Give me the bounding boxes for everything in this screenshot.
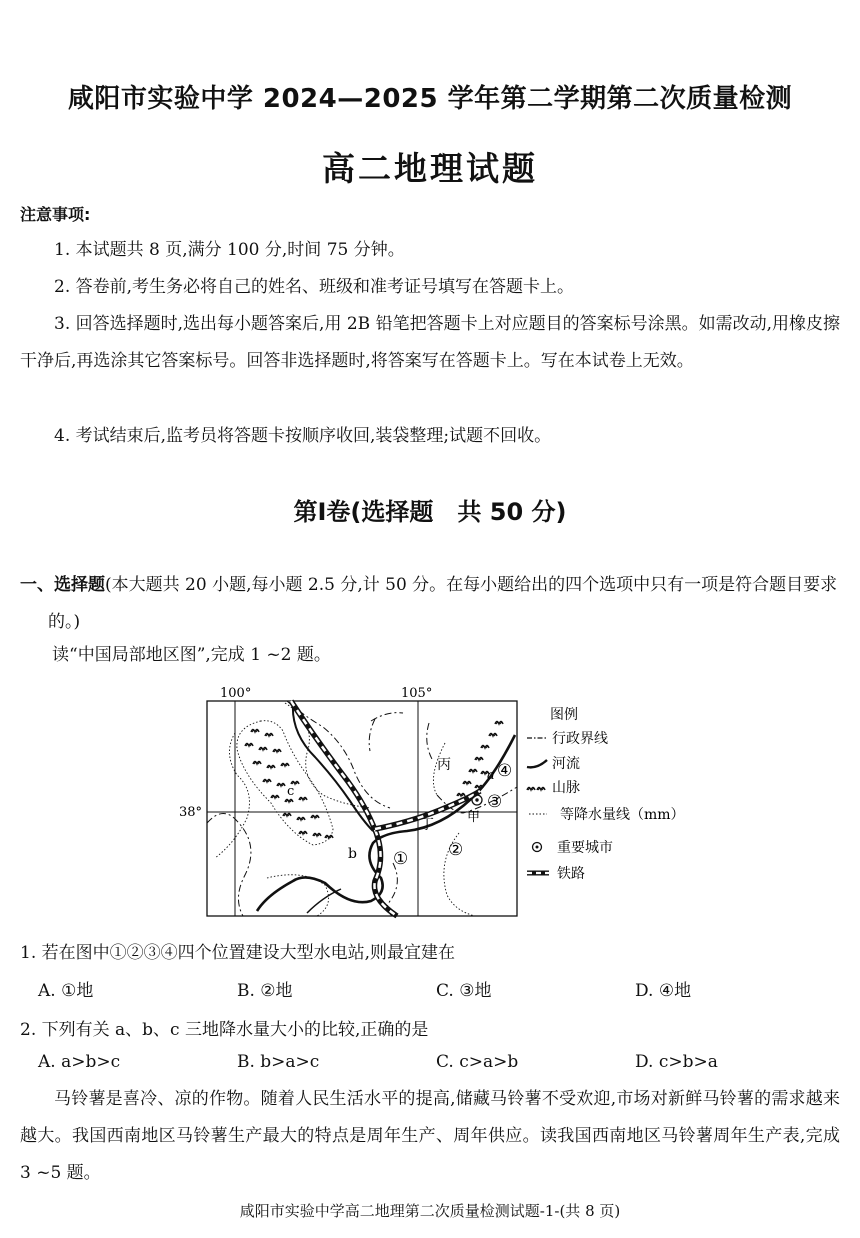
q2-option-a: A. a>b>c	[38, 1052, 121, 1072]
q2-option-d: D. c>b>a	[635, 1052, 718, 1072]
paper-title: 高二地理试题	[322, 149, 538, 188]
china-regional-map	[175, 683, 720, 920]
question-1-stem: 1. 若在图中①②③④四个位置建设大型水电站,则最宜建在	[20, 943, 456, 963]
legend-label-isoline: 等降水量线（mm）	[560, 807, 685, 823]
label-b: b	[348, 846, 357, 862]
part1-label: 一、选择题	[20, 575, 105, 595]
notice-item: 4. 考试结束后,监考员将答题卡按顺序收回,装袋整理;试题不回收。	[54, 426, 552, 446]
part1-heading	[20, 567, 840, 641]
mountains-east	[457, 722, 503, 797]
legend-title: 图例	[550, 707, 578, 723]
potato-passage: 马铃薯是喜冷、凉的作物。随着人民生活水平的提高,储藏马铃薯不受欢迎,市场对新鲜马铃薯的需求越来越大。我国西南地区马铃薯生产最大的特点是周年生产、周年供应。读我国西南地区马铃薯周年生产表,完成 3 ~5 题。	[20, 1089, 840, 1183]
legend-label-city: 重要城市	[557, 840, 613, 856]
section-title: 第Ⅰ卷(选择题 共 50 分)	[293, 498, 567, 526]
map-legend	[527, 707, 685, 882]
lat-label-38: 38°	[179, 805, 203, 820]
label-bing: 丙	[437, 757, 451, 773]
q1-option-a: A. ①地	[38, 981, 94, 1001]
site-marker-1: ①	[393, 849, 409, 869]
city-circle-icon	[533, 843, 542, 852]
q2-option-c: C. c>a>b	[436, 1052, 519, 1072]
school-title: 咸阳市实验中学 2024—2025 学年第二学期第二次质量检测	[67, 84, 793, 114]
site-marker-3: ③	[487, 792, 503, 812]
q1-option-b: B. ②地	[237, 981, 293, 1001]
legend-label-river: 河流	[552, 756, 580, 772]
river-line-icon	[527, 760, 547, 767]
q1-option-d: D. ④地	[635, 981, 692, 1001]
site-marker-2: ②	[448, 840, 464, 860]
city-marker	[472, 795, 482, 805]
legend-label-mountain: 山脉	[552, 780, 580, 796]
label-c: c	[287, 784, 295, 799]
lon-label-105: 105°	[401, 686, 433, 701]
q1-option-c: C. ③地	[436, 981, 492, 1001]
read-instruction: 读“中国局部地区图”,完成 1 ~2 题。	[52, 645, 331, 665]
q2-option-b: B. b>a>c	[237, 1052, 320, 1072]
label-jia: 甲	[467, 810, 481, 825]
lon-label-100: 100°	[220, 686, 252, 701]
site-marker-4: ④	[497, 761, 513, 781]
notice-item: 3. 回答选择题时,选出每小题答案后,用 2B 铅笔把答题卡上对应题目的答案标号涂黑。如需改动,用橡皮擦干净后,再选涂其它答案标号。回答非选择题时,将答案写在答题卡上。写在本试卷上无效。	[20, 314, 840, 371]
mountain-icon	[527, 788, 545, 791]
question-2-stem: 2. 下列有关 a、b、c 三地降水量大小的比较,正确的是	[20, 1020, 429, 1040]
label-a: a	[487, 768, 495, 783]
label-ding: 丁	[420, 817, 434, 833]
notice-heading: 注意事项:	[20, 205, 91, 224]
notice-item: 1. 本试题共 8 页,满分 100 分,时间 75 分钟。	[54, 240, 405, 260]
legend-label-railway: 铁路	[557, 866, 585, 882]
notice-item: 2. 答卷前,考生务必将自己的姓名、班级和准考证号填写在答题卡上。	[54, 277, 575, 297]
page-footer: 咸阳市实验中学高二地理第二次质量检测试题-1-(共 8 页)	[239, 1202, 621, 1220]
part1-text: (本大题共 20 小题,每小题 2.5 分,计 50 分。在每小题给出的四个选项中只有一项是符合题目要求的。)	[48, 575, 838, 632]
legend-label-boundary: 行政界线	[552, 731, 608, 747]
